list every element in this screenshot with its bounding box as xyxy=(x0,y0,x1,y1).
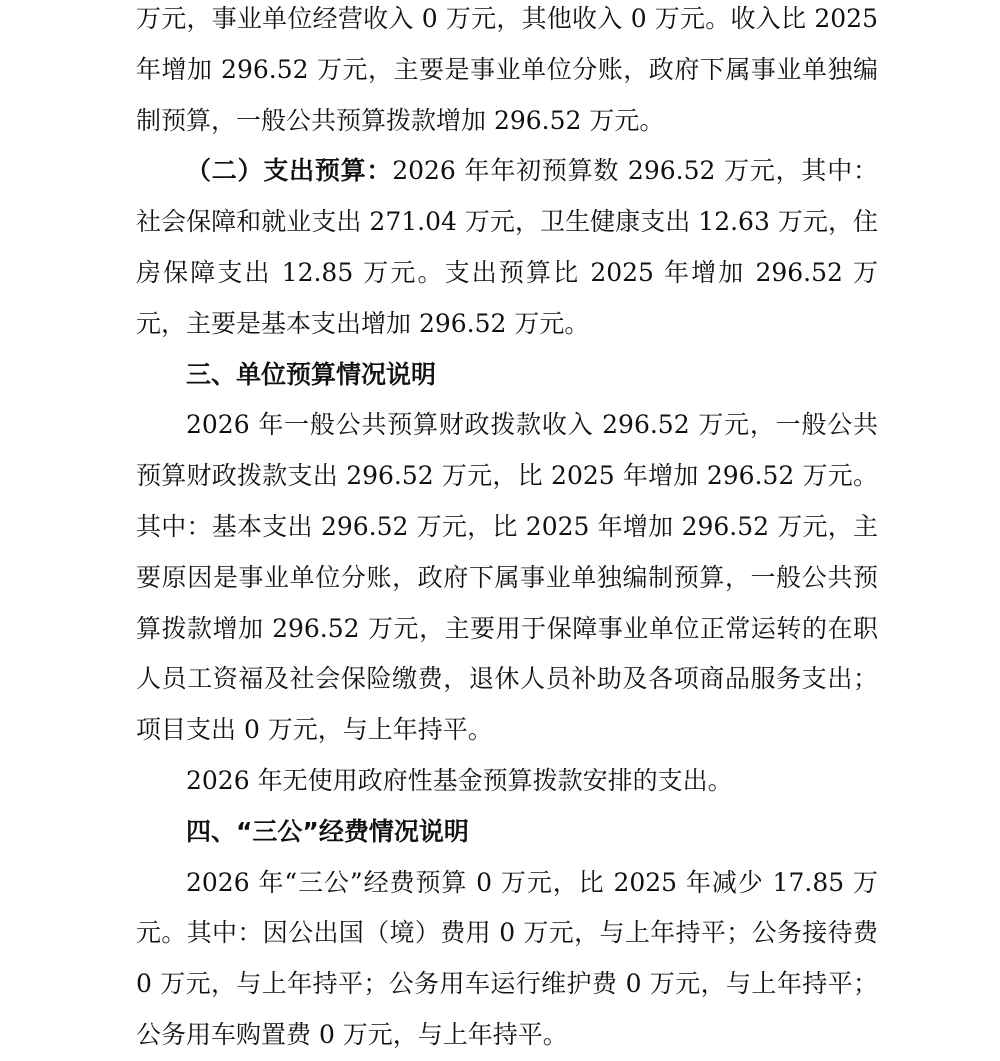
unit-budget-paragraph: 2026 年一般公共预算财政拨款收入 296.52 万元，一般公共预算财政拨款支出 296.52 万元，比 2025 年增加 296.52 万元。其中：基本支出 296.52 万元，比 2025 年增加 296.52 万元，主要原因是事业单位分账，政府下属事业单独编制预算，一般公共预算拨款增加 296.52 万元，主要用于保障事业单位正常运转的在职人员工资福及社会保险缴费，退休人员补助及各项商品服务支出；项目支出 0 万元，与上年持平。 xyxy=(136,410,878,745)
expenditure-budget-label: （二）支出预算： xyxy=(186,156,393,186)
section-heading-three-public-expenses: 四、“三公”经费情况说明 xyxy=(186,816,469,846)
government-fund-paragraph: 2026 年无使用政府性基金预算拨款安排的支出。 xyxy=(186,765,733,795)
section-heading-unit-budget: 三、单位预算情况说明 xyxy=(186,359,437,389)
expenditure-budget-text: 2026 年年初预算数 296.52 万元，其中：社会保障和就业支出 271.04 万元，卫生健康支出 12.63 万元，住房保障支出 12.85 万元。支出预算比 2025 年增加 296.52 万元，主要是基本支出增加 296.52 万元。 xyxy=(136,156,878,338)
document-page xyxy=(136,0,878,1061)
three-public-expenses-paragraph: 2026 年“三公”经费预算 0 万元，比 2025 年减少 17.85 万元。其中：因公出国（境）费用 0 万元，与上年持平；公务接待费 0 万元，与上年持平；公务用车运行维护费 0 万元，与上年持平；公务用车购置费 0 万元，与上年持平。 xyxy=(136,867,878,1049)
expenditure-budget-paragraph xyxy=(136,146,878,349)
income-budget-continuation-paragraph: 万元，事业单位经营收入 0 万元，其他收入 0 万元。收入比 2025 年增加 296.52 万元，主要是事业单位分账，政府下属事业单独编制预算，一般公共预算拨款增加 296.52 万元。 xyxy=(136,4,878,135)
